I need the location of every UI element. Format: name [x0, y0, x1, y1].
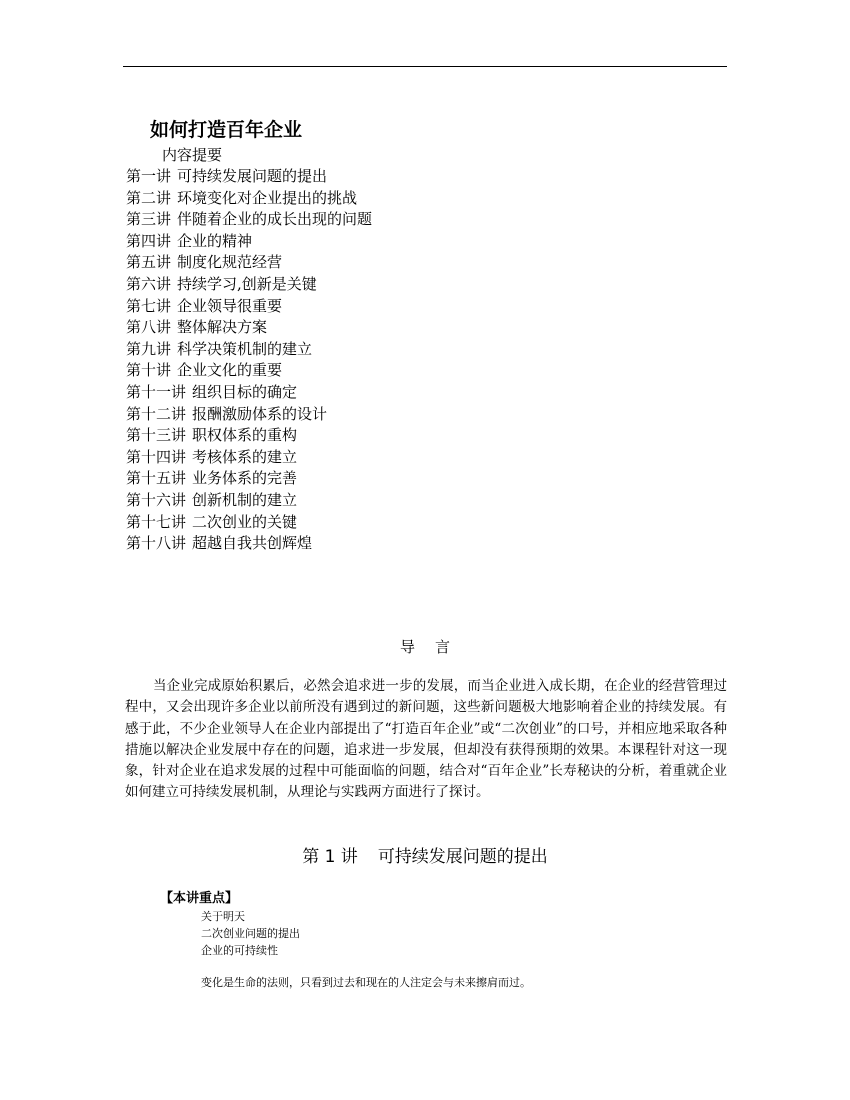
- toc-item: [126, 468, 372, 490]
- header-rule: [123, 66, 727, 67]
- toc-item-number: 第十四讲: [126, 447, 187, 466]
- toc-item-number: 第十二讲: [126, 404, 187, 423]
- toc-item-number: 第七讲: [126, 296, 172, 315]
- intro-heading: 导言: [399, 638, 470, 656]
- toc-item-number: 第十六讲: [126, 490, 187, 509]
- quote: 变化是生命的法则，只看到过去和现在的人注定会与未来擦肩而过。: [201, 976, 531, 989]
- toc-item-title: 整体解决方案: [177, 318, 268, 337]
- toc-item: [126, 425, 372, 447]
- key-points-list: [201, 908, 300, 959]
- toc-item-number: 第九讲: [126, 339, 172, 358]
- key-point: 企业的可持续性: [201, 944, 278, 957]
- lecture-number: 第 1 讲: [302, 847, 358, 867]
- toc-item: [126, 231, 372, 253]
- toc-item: [126, 490, 372, 512]
- toc-item: [126, 317, 372, 339]
- toc-item: [126, 382, 372, 404]
- toc-item-number: 第二讲: [126, 188, 172, 207]
- table-of-contents: [126, 166, 372, 555]
- toc-item-title: 二次创业的关键: [192, 512, 298, 531]
- toc-item-title: 企业领导很重要: [177, 296, 283, 315]
- lecture-title: 可持续发展问题的提出: [377, 847, 548, 867]
- toc-item-title: 职权体系的重构: [192, 426, 298, 445]
- key-point: 二次创业问题的提出: [201, 927, 300, 940]
- toc-item-title: 伴随着企业的成长出现的问题: [177, 210, 373, 229]
- toc-heading: 内容提要: [162, 146, 223, 164]
- document-title: 如何打造百年企业: [150, 119, 303, 141]
- toc-item: [126, 533, 372, 555]
- intro-paragraph: 当企业完成原始积累后，必然会追求进一步的发展，而当企业进入成长期，在企业的经营管理过程中，又会出现许多企业以前所没有遇到过的新问题，这些新问题极大地影响着企业的持续发展。有感于此，不少企业领导人在企业内部提出了“打造百年企业”或“二次创业”的口号，并相应地采取各种措施以解决企业发展中存在的问题，追求进一步发展，但却没有获得预期的效果。本课程针对这一现象，针对企业在追求发展的过程中可能面临的问题，结合对“百年企业”长寿秘诀的分析，着重就企业如何建立可持续发展机制，从理论与实践两方面进行了探讨。: [125, 678, 727, 801]
- toc-item-title: 环境变化对企业提出的挑战: [177, 188, 358, 207]
- toc-item-number: 第八讲: [126, 318, 172, 337]
- toc-item-title: 可持续发展问题的提出: [177, 167, 328, 185]
- toc-item-title: 考核体系的建立: [192, 447, 298, 466]
- toc-item-number: 第十五讲: [126, 469, 187, 488]
- toc-item-number: 第十三讲: [126, 426, 187, 445]
- toc-item-title: 超越自我共创辉煌: [192, 534, 313, 553]
- toc-item: [126, 404, 372, 426]
- toc-item-title: 企业文化的重要: [177, 361, 283, 380]
- toc-item-title: 组织目标的确定: [192, 382, 298, 401]
- toc-item-title: 制度化规范经营: [177, 253, 283, 272]
- toc-item: [126, 274, 372, 296]
- toc-item-number: 第一讲: [126, 167, 172, 185]
- toc-item: [126, 252, 372, 274]
- toc-item: [126, 360, 372, 382]
- toc-item-number: 第四讲: [126, 231, 172, 250]
- toc-item-number: 第十七讲: [126, 512, 187, 531]
- toc-item-number: 第十讲: [126, 361, 172, 380]
- toc-item-title: 业务体系的完善: [192, 469, 298, 488]
- toc-item-title: 持续学习,创新是关键: [177, 274, 317, 293]
- key-points-label: 【本讲重点】: [160, 891, 239, 906]
- toc-item: [126, 188, 372, 210]
- toc-item-number: 第十一讲: [126, 382, 187, 401]
- toc-item-title: 科学决策机制的建立: [177, 339, 313, 358]
- toc-item-number: 第五讲: [126, 253, 172, 272]
- toc-item-title: 创新机制的建立: [192, 490, 298, 509]
- toc-item-number: 第十八讲: [126, 534, 187, 553]
- toc-item: [126, 339, 372, 361]
- toc-item: [126, 296, 372, 318]
- toc-item: [126, 209, 372, 231]
- lecture-heading: [0, 845, 850, 869]
- toc-item: [126, 512, 372, 534]
- toc-item-number: 第三讲: [126, 210, 172, 229]
- key-point: 关于明天: [201, 910, 245, 923]
- toc-item-title: 企业的精神: [177, 231, 253, 250]
- toc-item-title: 报酬激励体系的设计: [192, 404, 328, 423]
- toc-item-number: 第六讲: [126, 274, 172, 293]
- toc-item: [126, 447, 372, 469]
- toc-item: [126, 166, 372, 188]
